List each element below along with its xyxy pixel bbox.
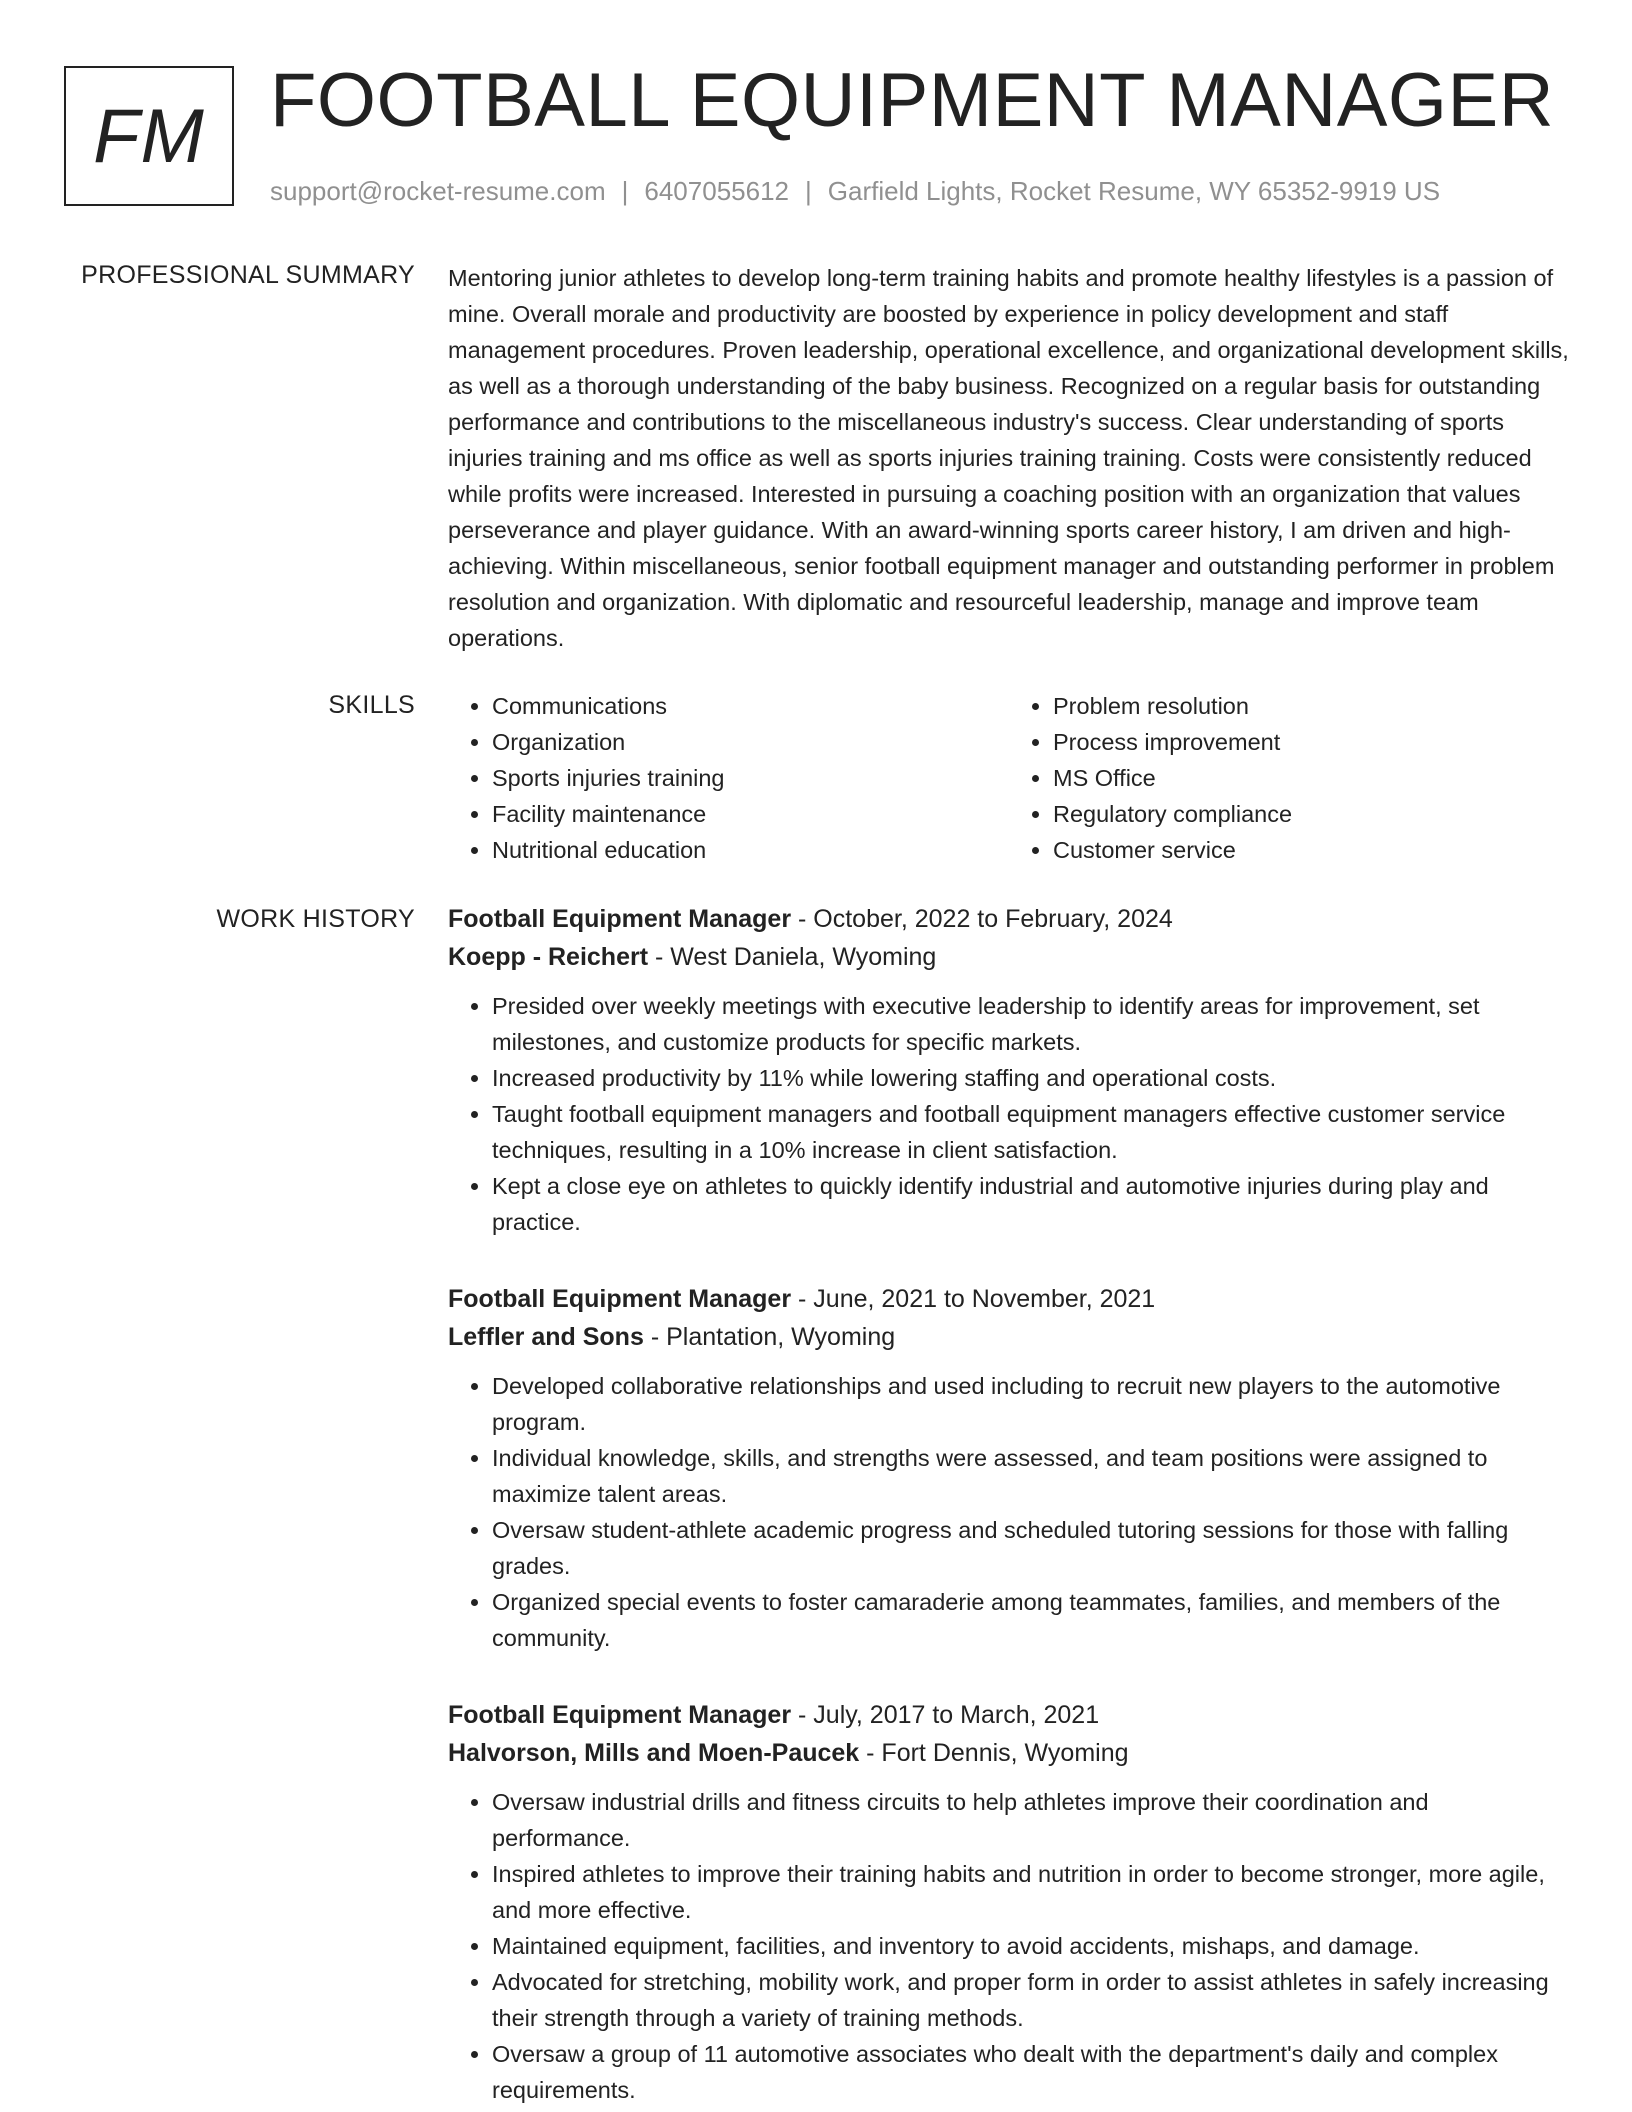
job-location: - Fort Dennis, Wyoming — [859, 1739, 1129, 1767]
job-title: Football Equipment Manager — [448, 905, 792, 933]
job-company: Leffler and Sons — [448, 1323, 644, 1351]
monogram-logo: FM — [64, 66, 234, 206]
contact-line — [270, 174, 1440, 208]
job-entry — [448, 1280, 1570, 1656]
job-bullet: • Advocated for stretching, mobility work, and proper form in order to assist athletes in safely increasing their strength through a variety of training methods. — [492, 1964, 1570, 2036]
job-bullet: • Organized special events to foster camaraderie among teammates, families, and members of the community. — [492, 1584, 1570, 1656]
skill-item: • Process improvement — [1053, 724, 1570, 760]
skill-item: • Organization — [492, 724, 1009, 760]
job-dates: - July, 2017 to March, 2021 — [791, 1701, 1100, 1729]
job-title-line — [448, 1280, 1570, 1318]
job-entry — [448, 1696, 1570, 2108]
job-title-line — [448, 1696, 1570, 1734]
resume-header — [0, 0, 1632, 240]
contact-separator: | — [805, 176, 812, 206]
skill-item: • MS Office — [1053, 760, 1570, 796]
job-title: Football Equipment Manager — [448, 1285, 792, 1313]
skill-item: • Facility maintenance — [492, 796, 1009, 832]
section-label-work-history: WORK HISTORY — [216, 905, 415, 933]
job-entry — [448, 900, 1570, 1240]
job-bullet: • Individual knowledge, skills, and strengths were assessed, and team positions were assigned to maximize talent areas. — [492, 1440, 1570, 1512]
job-bullet: • Oversaw a group of 11 automotive associates who dealt with the department's daily and complex requirements. — [492, 2036, 1570, 2108]
skill-item: • Communications — [492, 688, 1009, 724]
job-bullets — [448, 1784, 1570, 2108]
skill-item: • Regulatory compliance — [1053, 796, 1570, 832]
skill-item: • Problem resolution — [1053, 688, 1570, 724]
job-dates: - October, 2022 to February, 2024 — [791, 905, 1173, 933]
section-label-skills: SKILLS — [328, 691, 415, 719]
job-bullet: • Taught football equipment managers and football equipment managers effective customer service techniques, resulting in a 10% increase in client satisfaction. — [492, 1096, 1570, 1168]
job-company-line — [448, 938, 1570, 976]
job-title: Football Equipment Manager — [448, 1701, 792, 1729]
contact-separator: | — [621, 176, 629, 206]
job-bullet: • Oversaw student-athlete academic progress and scheduled tutoring sessions for those with falling grades. — [492, 1512, 1570, 1584]
candidate-title: FOOTBALL EQUIPMENT MANAGER — [270, 58, 1555, 143]
job-dates: - June, 2021 to November, 2021 — [791, 1285, 1156, 1313]
job-company: Koepp - Reichert — [448, 943, 649, 971]
job-bullet: • Increased productivity by 11% while lowering staffing and operational costs. — [492, 1060, 1570, 1096]
job-bullet: • Presided over weekly meetings with executive leadership to identify areas for improvement, set milestones, and customize products for specific markets. — [492, 988, 1570, 1060]
job-bullet: • Kept a close eye on athletes to quickly identify industrial and automotive injuries during play and practice. — [492, 1168, 1570, 1240]
job-bullet: • Maintained equipment, facilities, and inventory to avoid accidents, mishaps, and damage. — [492, 1928, 1570, 1964]
job-bullets — [448, 1368, 1570, 1656]
job-bullet: • Inspired athletes to improve their training habits and nutrition in order to become stronger, more agile, and more effective. — [492, 1856, 1570, 1928]
skills-list-left — [448, 688, 1009, 868]
job-bullet: • Developed collaborative relationships and used including to recruit new players to the automotive program. — [492, 1368, 1570, 1440]
contact-phone[interactable]: 6407055612 — [644, 176, 789, 206]
job-company-line — [448, 1734, 1570, 1772]
job-bullet: • Oversaw industrial drills and fitness circuits to help athletes improve their coordination and performance. — [492, 1784, 1570, 1856]
summary-text: Mentoring junior athletes to develop long-term training habits and promote healthy lifestyles is a passion of mine. Overall morale and productivity are boosted by experience in policy development and staff management procedures. Proven leadership, operational excellence, and organizational development skills, as well as a thorough understanding of the baby business. Recognized on a regular basis for outstanding performance and contributions to the miscellaneous industry's success. Clear understanding of sports injuries training and ms office as well as sports injuries training training. Costs were consistently reduced while profits were increased. Interested in pursuing a coaching position with an organization that values perseverance and player guidance. With an award-winning sports career history, I am driven and high-achieving. Within miscellaneous, senior football equipment manager and outstanding performer in problem resolution and organization. With diplomatic and resourceful leadership, manage and improve team operations. — [448, 265, 1569, 651]
job-bullets — [448, 988, 1570, 1240]
job-location: - West Daniela, Wyoming — [648, 943, 937, 971]
job-title-line — [448, 900, 1570, 938]
job-company-line — [448, 1318, 1570, 1356]
job-location: - Plantation, Wyoming — [643, 1323, 896, 1351]
skills-list-right — [1009, 688, 1570, 868]
skill-item: • Sports injuries training — [492, 760, 1009, 796]
skill-item: • Customer service — [1053, 832, 1570, 868]
contact-address: Garfield Lights, Rocket Resume, WY 65352-9919 US — [827, 176, 1441, 206]
skill-item: • Nutritional education — [492, 832, 1009, 868]
job-company: Halvorson, Mills and Moen-Paucek — [448, 1739, 860, 1767]
section-label-summary: PROFESSIONAL SUMMARY — [81, 261, 415, 289]
contact-email[interactable]: support@rocket-resume.com — [270, 176, 606, 206]
